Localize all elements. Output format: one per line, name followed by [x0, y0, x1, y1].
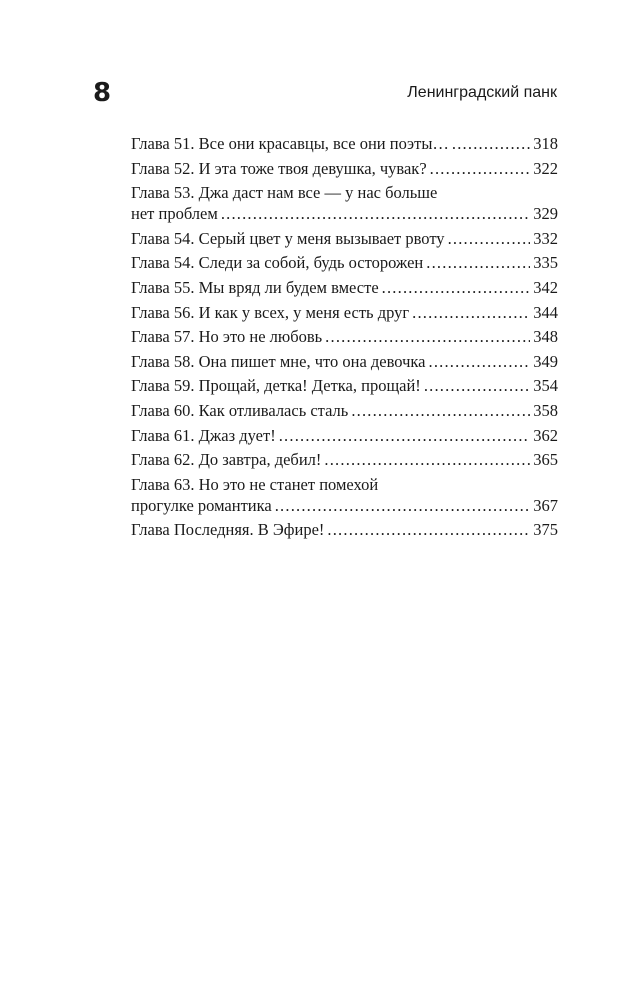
toc-entry-line — [131, 519, 558, 540]
toc-entry-line — [131, 449, 558, 470]
toc-entry-title: Глава 51. Все они красавцы, все они поэты… — [131, 134, 449, 153]
toc-entry-title: Глава 60. Как отливалась сталь — [131, 400, 349, 420]
toc-entry-line — [131, 203, 558, 224]
toc-entry-title: Глава 53. Джа даст нам все — у нас больше — [131, 183, 438, 203]
dot-leader — [351, 400, 530, 421]
toc-entry — [131, 252, 558, 273]
dot-leader — [382, 277, 531, 298]
table-of-contents — [131, 133, 558, 544]
toc-entry-line — [131, 158, 558, 179]
toc-entry-title: Глава 61. Джаз дует! — [131, 425, 276, 445]
toc-entry-first-line — [131, 182, 558, 203]
toc-entry-first-line — [131, 474, 558, 495]
toc-entry-title: Глава 59. Прощай, детка! Детка, прощай! — [131, 376, 421, 396]
toc-entry — [131, 158, 558, 179]
dot-leader — [221, 203, 530, 224]
dot-leader — [327, 519, 530, 540]
toc-entry — [131, 302, 558, 323]
toc-entry-title: Глава 58. Она пишет мне, что она девочка — [131, 351, 426, 371]
toc-entry-title: прогулке романтика — [131, 495, 272, 515]
toc-entry-page: 354 — [533, 376, 558, 396]
toc-entry-title: Глава Последняя. В Эфире! — [131, 520, 325, 540]
dot-leader — [448, 228, 531, 249]
toc-entry-line — [131, 228, 558, 249]
toc-entry-title: нет проблем — [131, 204, 218, 224]
dot-leader — [412, 302, 530, 323]
toc-entry-title: Глава 63. Но это не станет помехой — [131, 474, 379, 494]
toc-entry-page: 342 — [533, 277, 558, 297]
toc-entry-line — [131, 375, 558, 396]
toc-entry — [131, 326, 558, 347]
toc-entry-page: 344 — [533, 302, 558, 322]
toc-entry-line — [131, 277, 558, 298]
dot-leader — [430, 158, 531, 179]
toc-entry-title: Глава 54. Серый цвет у меня вызывает рвоту — [131, 228, 445, 248]
toc-entry — [131, 182, 558, 224]
toc-entry-line — [131, 302, 558, 323]
toc-entry-page: 367 — [533, 495, 558, 515]
running-title: Ленинградский панк — [407, 84, 557, 101]
toc-entry-title: Глава 52. И эта тоже твоя девушка, чувак? — [131, 158, 427, 178]
toc-entry-page: 348 — [533, 327, 558, 347]
toc-entry-line — [131, 495, 558, 516]
dot-leader — [275, 495, 531, 516]
toc-entry — [131, 425, 558, 446]
toc-entry-page: 349 — [533, 351, 558, 371]
toc-entry-page: 318 — [533, 134, 558, 153]
toc-entry-page: 375 — [533, 520, 558, 540]
toc-entry — [131, 133, 558, 154]
dot-leader — [452, 133, 530, 154]
dot-leader — [424, 375, 530, 396]
toc-entry-line — [131, 400, 558, 421]
page-number: 8 — [93, 78, 112, 108]
dot-leader — [279, 425, 531, 446]
toc-entry-title: Глава 54. Следи за собой, будь осторожен — [131, 253, 424, 273]
toc-entry-page: 322 — [533, 158, 558, 178]
toc-entry-page: 335 — [533, 253, 558, 273]
toc-entry-page: 329 — [533, 204, 558, 224]
toc-entry-line — [131, 425, 558, 446]
toc-entry — [131, 449, 558, 470]
toc-entry-page: 332 — [533, 228, 558, 248]
dot-leader — [324, 449, 530, 470]
toc-entry — [131, 375, 558, 396]
toc-entry-page: 358 — [533, 400, 558, 420]
toc-entry — [131, 277, 558, 298]
toc-entry — [131, 519, 558, 540]
toc-entry-line — [131, 351, 558, 372]
toc-entry — [131, 474, 558, 516]
toc-entry-title: Глава 56. И как у всех, у меня есть друг — [131, 302, 410, 322]
toc-entry-line — [131, 252, 558, 273]
dot-leader — [429, 351, 531, 372]
dot-leader — [325, 326, 530, 347]
dot-leader — [426, 252, 530, 273]
toc-entry-page: 362 — [533, 425, 558, 445]
toc-entry — [131, 351, 558, 372]
toc-entry-line — [131, 326, 558, 347]
toc-entry-title: Глава 62. До завтра, дебил! — [131, 450, 322, 470]
toc-entry-page: 365 — [533, 450, 558, 470]
toc-entry-title: Глава 55. Мы вряд ли будем вместе — [131, 277, 379, 297]
toc-entry-line — [131, 133, 558, 154]
toc-entry-title: Глава 57. Но это не любовь — [131, 327, 323, 347]
toc-entry — [131, 400, 558, 421]
toc-entry — [131, 228, 558, 249]
